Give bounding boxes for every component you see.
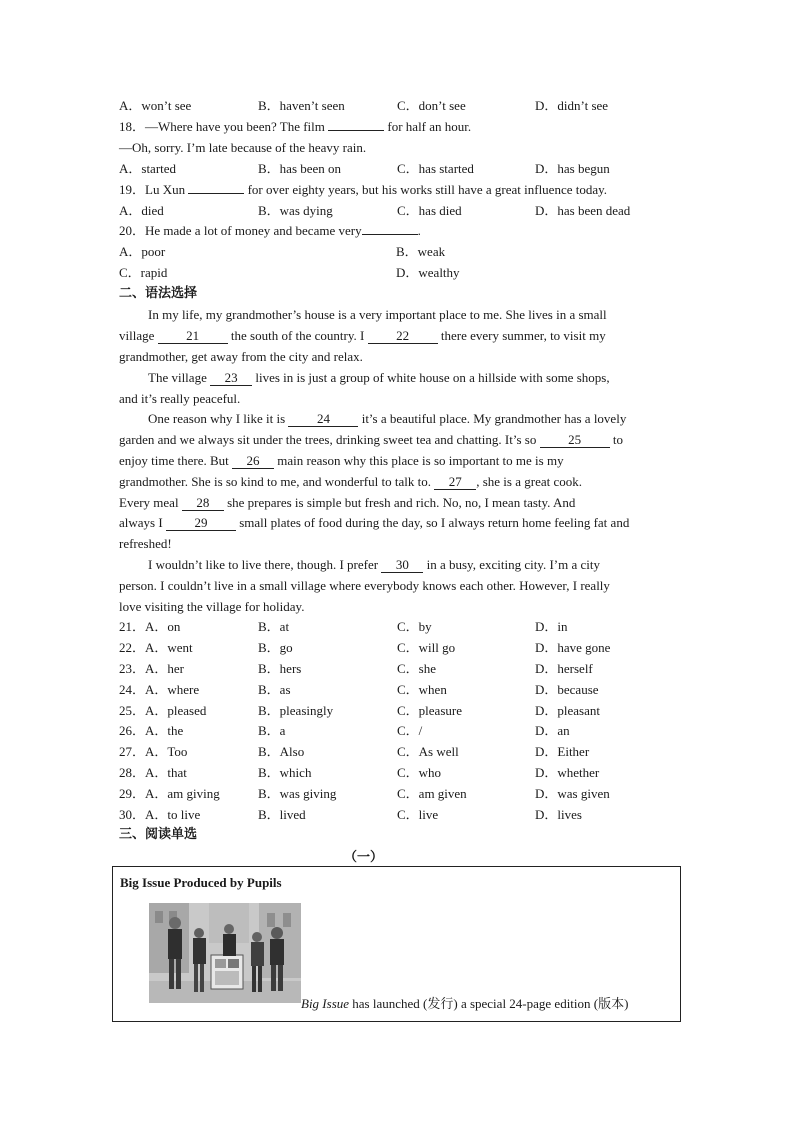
q20-option-c: C．rapid [119, 265, 168, 280]
passage-text: in a busy, exciting city. I’m a city [423, 557, 600, 572]
q20-stem-pre: 20．He made a lot of money and became very [119, 223, 362, 238]
option-26-c: C．/ [397, 723, 423, 738]
passage-p4-line1 [119, 556, 600, 574]
option-30-b: B．lived [258, 807, 306, 822]
option-24-c: C．when [397, 682, 447, 697]
q20-option-b: B．weak [396, 244, 446, 259]
passage-text: there every summer, to visit my [437, 328, 606, 343]
option-28-a: 28．A．that [119, 765, 187, 780]
passage-title: Big Issue Produced by Pupils [120, 875, 282, 890]
passage-p3-line7: refreshed! [119, 536, 172, 551]
passage-p1-line1: In my life, my grandmother’s house is a very important place to me. She lives in a small [148, 307, 607, 322]
option-29-c: C．am given [397, 786, 467, 801]
q19-stem-pre: 19．Lu Xun [119, 182, 189, 197]
blank-26[interactable]: 26 [232, 454, 274, 469]
option-29-a: 29．A．am giving [119, 786, 220, 801]
passage-p1-line2 [119, 327, 606, 345]
passage-text: always I [119, 515, 166, 530]
passage-p4-line2: person. I couldn’t live in a small village where everybody knows each other. However, I really [119, 578, 610, 593]
passage-p3-line5 [119, 494, 575, 512]
q18-reply: —Oh, sorry. I’m late because of the heavy rain. [119, 140, 367, 155]
passage-text: enjoy time there. But [119, 453, 233, 468]
option-24-d: D．because [535, 682, 599, 697]
passage-text: grandmother. She is so kind to me, and wonderful to talk to. [119, 474, 435, 489]
option-22-d: D．have gone [535, 640, 611, 655]
option-27-d: D．Either [535, 744, 590, 759]
q18-option-c: C．has started [397, 161, 474, 176]
q19-option-b: B．was dying [258, 203, 333, 218]
section-3-title: 三、阅读单选 [119, 827, 198, 842]
blank-27[interactable]: 27 [434, 475, 476, 490]
reading-passage-box [112, 866, 681, 1022]
option-23-b: B．hers [258, 661, 302, 676]
passage-text: One reason why I like it is [148, 411, 289, 426]
passage-p3-line2 [119, 431, 623, 449]
section-2-title: 二、语法选择 [119, 286, 198, 301]
option-29-b: B．was giving [258, 786, 337, 801]
option-21-d: D．in [535, 619, 568, 634]
passage-text: main reason why this place is so important to me is my [274, 453, 564, 468]
blank-30[interactable]: 30 [381, 558, 423, 573]
passage-text: I wouldn’t like to live there, though. I prefer [148, 557, 382, 572]
passage-text: she prepares is simple but fresh and rich. No, no, I mean tasty. And [223, 495, 576, 510]
blank-28[interactable]: 28 [182, 496, 224, 511]
option-29-d: D．was given [535, 786, 610, 801]
option-28-b: B．which [258, 765, 312, 780]
passage-first-line [301, 993, 628, 1012]
option-23-a: 23．A．her [119, 661, 184, 676]
option-28-c: C．who [397, 765, 442, 780]
q19-option-d: D．has been dead [535, 203, 631, 218]
option-22-b: B．go [258, 640, 293, 655]
option-22-a: 22．A．went [119, 640, 193, 655]
option-25-c: C．pleasure [397, 703, 462, 718]
option-26-a: 26．A．the [119, 723, 184, 738]
option-21-a: 21．A．on [119, 619, 181, 634]
passage-p3-line4 [119, 473, 582, 491]
option-27-c: C．As well [397, 744, 459, 759]
q17-option-d: D．didn’t see [535, 98, 609, 113]
passage-p2-line1 [119, 369, 610, 387]
option-27-b: B．Also [258, 744, 305, 759]
passage-p3-line6 [119, 514, 629, 532]
option-30-c: C．live [397, 807, 439, 822]
blank-21[interactable]: 21 [158, 329, 228, 344]
q19-blank[interactable] [188, 193, 244, 194]
passage-p2-line2: and it’s really peaceful. [119, 391, 241, 406]
q20-blank[interactable] [362, 234, 418, 235]
option-22-c: C．will go [397, 640, 456, 655]
q20-stem-post: . [417, 223, 421, 238]
passage-text: garden and we always sit under the trees, drinking sweet tea and chatting. It’s so [119, 432, 540, 447]
passage-text: Every meal [119, 495, 182, 510]
passage-text: the south of the country. I [227, 328, 368, 343]
option-25-d: D．pleasant [535, 703, 600, 718]
passage-text: lives in is just a group of white house on a hillside with some shops, [252, 370, 610, 385]
passage-text: village [119, 328, 158, 343]
option-24-a: 24．A．where [119, 682, 200, 697]
q18-stem [119, 118, 471, 136]
q20-option-a: A．poor [119, 244, 166, 259]
q19-option-a: A．died [119, 203, 164, 218]
blank-25[interactable]: 25 [540, 433, 610, 448]
passage-text: to [609, 432, 623, 447]
option-23-c: C．she [397, 661, 437, 676]
option-27-a: 27．A．Too [119, 744, 188, 759]
q17-option-c: C．don’t see [397, 98, 466, 113]
blank-24[interactable]: 24 [288, 412, 358, 427]
blank-29[interactable]: 29 [166, 516, 236, 531]
option-23-d: D．herself [535, 661, 593, 676]
option-26-d: D．an [535, 723, 570, 738]
q18-option-a: A．started [119, 161, 177, 176]
q20-option-d: D．wealthy [396, 265, 460, 280]
option-21-c: C．by [397, 619, 432, 634]
q19-option-c: C．has died [397, 203, 462, 218]
passage-first-line-text: has launched (发行) a special 24-page edition (版本) [349, 996, 629, 1011]
blank-22[interactable]: 22 [368, 329, 438, 344]
q18-stem-post: for half an hour. [384, 119, 472, 134]
passage-p1-line3: grandmother, get away from the city and relax. [119, 349, 363, 364]
passage-text: small plates of food during the day, so I always return home feeling fat and [235, 515, 630, 530]
q18-option-d: D．has begun [535, 161, 610, 176]
q18-blank[interactable] [328, 130, 384, 131]
option-30-d: D．lives [535, 807, 582, 822]
option-25-a: 25．A．pleased [119, 703, 207, 718]
q19-stem-post: for over eighty years, but his works still have a great influence today. [244, 182, 608, 197]
passage-p4-line3: love visiting the village for holiday. [119, 599, 305, 614]
pupils-photo [149, 903, 301, 1003]
magazine-name: Big Issue [301, 996, 350, 1011]
option-25-b: B．pleasingly [258, 703, 334, 718]
option-28-d: D．whether [535, 765, 600, 780]
subsection-number: （一） [344, 850, 384, 865]
passage-text: it’s a beautiful place. My grandmother has a lovely [358, 411, 627, 426]
option-24-b: B．as [258, 682, 291, 697]
q19-stem [119, 181, 607, 199]
q18-stem-pre: 18．—Where have you been? The film [119, 119, 329, 134]
option-30-a: 30．A．to live [119, 807, 201, 822]
passage-text: , she is a great cook. [476, 474, 582, 489]
option-21-b: B．at [258, 619, 290, 634]
option-26-b: B．a [258, 723, 286, 738]
blank-23[interactable]: 23 [210, 371, 252, 386]
q18-option-b: B．has been on [258, 161, 342, 176]
q17-option-b: B．haven’t seen [258, 98, 345, 113]
passage-p3-line1 [119, 410, 626, 428]
passage-p3-line3 [119, 452, 564, 470]
q17-option-a: A．won’t see [119, 98, 192, 113]
passage-text: The village [148, 370, 211, 385]
q20-stem [119, 222, 421, 240]
